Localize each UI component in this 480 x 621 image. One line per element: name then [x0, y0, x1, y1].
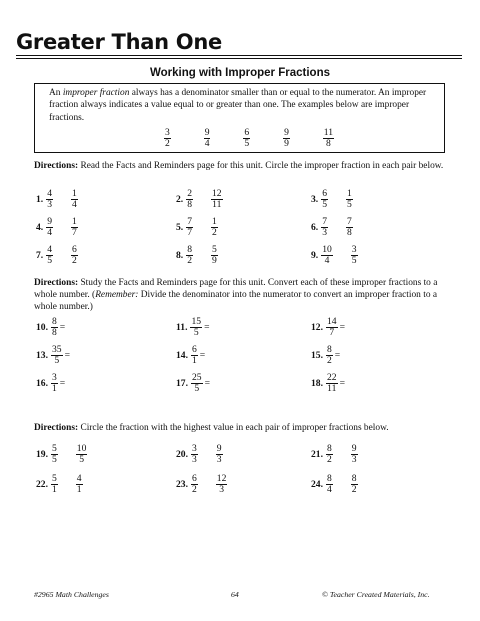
directions-label: Directions:	[34, 161, 79, 171]
numerator: 8	[327, 443, 332, 454]
numerator: 9	[284, 127, 289, 138]
item-number: 6.	[311, 222, 319, 233]
fraction	[216, 474, 228, 495]
denominator: 2	[72, 255, 77, 266]
fraction	[191, 373, 203, 394]
equals-sign: =	[339, 322, 346, 333]
item-number: 23.	[176, 479, 188, 490]
numerator: 3	[351, 244, 357, 255]
fraction	[51, 345, 63, 366]
numerator: 10	[322, 244, 332, 255]
fraction	[326, 474, 333, 495]
equals-sign: =	[59, 322, 66, 333]
numerator: 8	[52, 316, 57, 327]
denominator: 11	[327, 383, 337, 394]
fraction	[351, 444, 358, 465]
denominator: 8	[52, 327, 57, 338]
numerator: 22	[327, 372, 337, 383]
fraction	[326, 444, 333, 465]
numerator: 1	[72, 216, 77, 227]
exercise-item	[176, 245, 218, 266]
exercise-item	[311, 317, 345, 338]
denominator: 5	[193, 327, 199, 338]
fraction	[51, 373, 58, 394]
fraction	[186, 245, 193, 266]
numerator: 6	[322, 188, 327, 199]
exercise-item	[176, 373, 210, 394]
fraction	[323, 128, 334, 149]
denominator: 2	[165, 138, 170, 149]
directions-label: Directions:	[34, 278, 79, 288]
exercise-item	[176, 474, 227, 495]
item-number: 20.	[176, 449, 188, 460]
text-run: improper fraction	[62, 88, 130, 98]
numerator: 5	[212, 244, 217, 255]
item-number: 4.	[36, 222, 44, 233]
exercise-item	[36, 217, 78, 238]
intro-text	[49, 87, 434, 124]
denominator: 7	[72, 227, 77, 238]
exercise-item	[36, 189, 78, 210]
footer-left: #2965 Math Challenges	[34, 590, 109, 599]
denominator: 8	[325, 138, 331, 149]
denominator: 2	[192, 484, 197, 495]
denominator: 9	[212, 255, 217, 266]
denominator: 8	[347, 227, 352, 238]
exercise-item	[311, 189, 353, 210]
numerator: 7	[347, 216, 352, 227]
exercise-item	[36, 474, 83, 495]
fraction	[326, 345, 333, 366]
text-run: Study the Facts and Reminders page for this unit. Convert each of these improper fractions to a whole number. (	[34, 278, 438, 301]
numerator: 1	[212, 216, 217, 227]
numerator: 1	[347, 188, 352, 199]
exercise-item	[36, 317, 65, 338]
fraction	[321, 245, 333, 266]
item-number: 8.	[176, 250, 184, 261]
numerator: 3	[192, 443, 197, 454]
numerator: 9	[204, 127, 210, 138]
denominator: 9	[284, 138, 289, 149]
numerator: 15	[191, 316, 202, 327]
exercise-item	[36, 444, 87, 465]
item-number: 3.	[311, 194, 319, 205]
equals-sign: =	[199, 350, 206, 361]
denominator: 4	[47, 227, 52, 238]
item-number: 15.	[311, 350, 323, 361]
fraction	[186, 189, 193, 210]
numerator: 25	[192, 372, 202, 383]
denominator: 1	[52, 383, 57, 394]
directions-1	[34, 160, 454, 172]
denominator: 11	[212, 199, 222, 210]
denominator: 4	[327, 484, 332, 495]
denominator: 8	[187, 199, 192, 210]
item-number: 9.	[311, 250, 319, 261]
fraction	[351, 245, 358, 266]
item-number: 22.	[36, 479, 48, 490]
denominator: 2	[187, 255, 192, 266]
item-number: 2.	[176, 194, 184, 205]
item-number: 19.	[36, 449, 48, 460]
numerator: 35	[52, 344, 62, 355]
numerator: 7	[187, 216, 192, 227]
item-number: 11.	[176, 322, 188, 333]
item-number: 14.	[176, 350, 188, 361]
fraction	[326, 373, 338, 394]
denominator: 5	[244, 138, 250, 149]
exercise-item	[311, 217, 353, 238]
numerator: 4	[47, 244, 52, 255]
denominator: 2	[327, 454, 332, 465]
title-rule-top	[16, 55, 462, 56]
exercise-item	[36, 345, 70, 366]
fraction	[76, 444, 88, 465]
denominator: 5	[54, 355, 60, 366]
item-number: 21.	[311, 449, 323, 460]
denominator: 7	[187, 227, 192, 238]
page-title: Greater Than One	[16, 30, 222, 54]
denominator: 4	[204, 138, 210, 149]
denominator: 2	[327, 355, 332, 366]
denominator: 1	[192, 355, 197, 366]
exercise-item	[176, 444, 223, 465]
denominator: 2	[212, 227, 217, 238]
numerator: 8	[327, 473, 332, 484]
numerator: 11	[323, 127, 333, 138]
fraction	[346, 189, 353, 210]
numerator: 2	[187, 188, 192, 199]
numerator: 8	[351, 473, 357, 484]
equals-sign: =	[204, 378, 211, 389]
fraction	[204, 128, 211, 149]
fraction	[76, 474, 83, 495]
exercise-item	[311, 345, 340, 366]
fraction	[351, 474, 358, 495]
fraction	[326, 317, 338, 338]
fraction	[321, 217, 328, 238]
fraction	[191, 345, 198, 366]
fraction	[346, 217, 353, 238]
item-number: 18.	[311, 378, 323, 389]
fraction	[46, 245, 53, 266]
fraction	[216, 444, 223, 465]
exercise-item	[176, 189, 223, 210]
item-number: 7.	[36, 250, 44, 261]
denominator: 4	[324, 255, 330, 266]
numerator: 7	[322, 216, 327, 227]
fraction	[321, 189, 328, 210]
denominator: 4	[72, 199, 77, 210]
directions-label: Directions:	[34, 423, 79, 433]
numerator: 6	[192, 344, 197, 355]
numerator: 3	[52, 372, 57, 383]
text-run: Divide the denominator into the numerator to convert an improper fraction to a whole number.)	[34, 290, 438, 313]
exercise-item	[176, 317, 209, 338]
item-number: 1.	[36, 194, 44, 205]
text-run: An	[49, 88, 63, 98]
item-number: 12.	[311, 322, 323, 333]
item-number: 13.	[36, 350, 48, 361]
numerator: 6	[192, 473, 197, 484]
numerator: 8	[187, 244, 192, 255]
denominator: 5	[322, 199, 327, 210]
numerator: 6	[72, 244, 77, 255]
fraction	[211, 245, 218, 266]
exercise-item	[176, 345, 205, 366]
fraction	[46, 189, 53, 210]
numerator: 14	[327, 316, 337, 327]
fraction	[164, 128, 171, 149]
text-run: Remember:	[95, 290, 139, 301]
numerator: 10	[76, 443, 87, 454]
numerator: 4	[47, 188, 52, 199]
fraction	[190, 317, 202, 338]
numerator: 12	[216, 473, 227, 484]
exercise-item	[311, 444, 358, 465]
fraction	[186, 217, 193, 238]
denominator: 3	[192, 454, 197, 465]
exercise-item	[36, 245, 78, 266]
numerator: 5	[52, 443, 57, 454]
footer-page-number: 64	[231, 590, 239, 599]
denominator: 3	[219, 484, 224, 495]
fraction	[211, 217, 218, 238]
fraction	[71, 189, 78, 210]
fraction	[51, 317, 58, 338]
title-rule-bottom	[16, 58, 462, 59]
fraction	[211, 189, 223, 210]
numerator: 3	[165, 127, 170, 138]
fraction	[191, 474, 198, 495]
denominator: 5	[194, 383, 200, 394]
equals-sign: =	[204, 322, 210, 333]
directions-text: Circle the fraction with the highest value in each pair of improper fractions below.	[78, 423, 389, 433]
denominator: 3	[351, 454, 357, 465]
numerator: 12	[212, 188, 222, 199]
equals-sign: =	[59, 378, 66, 389]
fraction	[283, 128, 290, 149]
exercise-item	[311, 474, 358, 495]
exercise-item	[311, 245, 358, 266]
numerator: 5	[52, 473, 57, 484]
text-run: always has a denominator smaller than or equal to the numerator. An improper fraction always indicates a value equal to or greater than one. The examples below are improper fractions.	[49, 88, 427, 123]
item-number: 24.	[311, 479, 323, 490]
numerator: 8	[327, 344, 332, 355]
directions-3	[34, 422, 454, 434]
item-number: 10.	[36, 322, 48, 333]
denominator: 5	[351, 255, 357, 266]
denominator: 1	[52, 484, 57, 495]
denominator: 3	[322, 227, 327, 238]
denominator: 5	[52, 454, 57, 465]
subtitle: Working with Improper Fractions	[150, 67, 330, 79]
numerator: 9	[216, 443, 222, 454]
denominator: 1	[76, 484, 82, 495]
fraction	[191, 444, 198, 465]
numerator: 9	[47, 216, 52, 227]
item-number: 5.	[176, 222, 184, 233]
denominator: 2	[351, 484, 357, 495]
denominator: 5	[47, 255, 52, 266]
denominator: 5	[79, 454, 84, 465]
equals-sign: =	[334, 350, 341, 361]
fraction	[71, 245, 78, 266]
fraction	[51, 444, 58, 465]
exercise-item	[176, 217, 218, 238]
numerator: 1	[72, 188, 77, 199]
example-fractions	[164, 128, 334, 149]
denominator: 5	[347, 199, 352, 210]
fraction	[71, 217, 78, 238]
footer-right: © Teacher Created Materials, Inc.	[322, 590, 430, 599]
numerator: 4	[76, 473, 82, 484]
fraction	[51, 474, 58, 495]
directions-2	[34, 277, 454, 314]
equals-sign: =	[64, 350, 71, 361]
exercise-item	[311, 373, 345, 394]
fraction	[46, 217, 53, 238]
numerator: 9	[351, 443, 357, 454]
item-number: 16.	[36, 378, 48, 389]
item-number: 17.	[176, 378, 188, 389]
directions-text: Read the Facts and Reminders page for this unit. Circle the improper fraction in each pair below.	[78, 161, 444, 171]
fraction	[243, 128, 250, 149]
exercise-item	[36, 373, 65, 394]
denominator: 3	[216, 454, 222, 465]
numerator: 6	[244, 127, 250, 138]
denominator: 7	[329, 327, 335, 338]
denominator: 3	[47, 199, 52, 210]
equals-sign: =	[339, 378, 346, 389]
